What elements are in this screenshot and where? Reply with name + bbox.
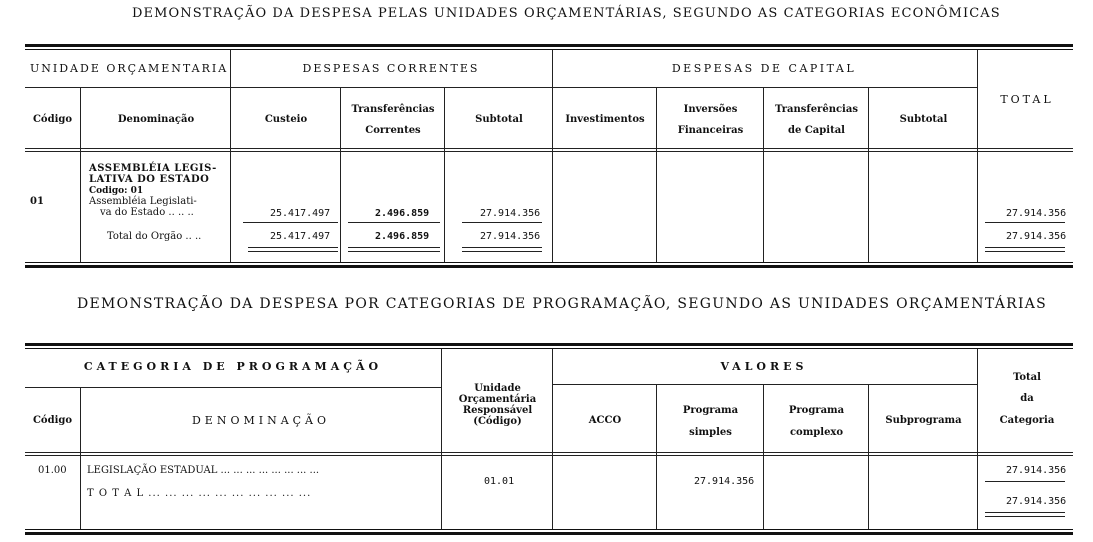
t1-total-custeio: 25.417.497 bbox=[270, 231, 331, 242]
t1-col-transf-capital-2: de Capital bbox=[788, 125, 845, 136]
t2-vline bbox=[441, 349, 442, 529]
t2-col-total-3: Categoria bbox=[999, 415, 1055, 426]
t1-vline bbox=[977, 50, 978, 262]
t2-row-total: 27.914.356 bbox=[1006, 465, 1067, 476]
table2-bottom-rule bbox=[25, 532, 1073, 535]
t1-header-unidade: UNIDADE ORÇAMENTARIA bbox=[30, 62, 229, 75]
t1-row-subtotal: 27.914.356 bbox=[480, 208, 541, 219]
t1-double-underline bbox=[348, 251, 440, 252]
t1-underline bbox=[462, 222, 542, 223]
t2-col-unidade-4: (Código) bbox=[473, 416, 522, 427]
t1-col-denominacao: Denominação bbox=[117, 114, 195, 125]
t1-double-underline bbox=[248, 251, 338, 252]
table1-top-rule-thin bbox=[25, 49, 1073, 50]
t2-vline bbox=[656, 384, 657, 529]
t1-row-total: 27.914.356 bbox=[1006, 208, 1067, 219]
t1-double-underline bbox=[985, 247, 1065, 248]
t1-col-subtotal-capital: Subtotal bbox=[899, 114, 948, 125]
t2-total-label: T O T A L ... ... ... ... ... ... ... ... ... ... bbox=[87, 488, 312, 499]
t2-col-unidade-3: Responsável bbox=[462, 405, 533, 416]
t2-row-unidade: 01.01 bbox=[484, 476, 515, 487]
t2-vline bbox=[763, 384, 764, 529]
t2-row-codigo: 01.00 bbox=[38, 465, 67, 476]
t1-row-unidade-line2: va do Estado .. .. .. bbox=[100, 207, 194, 218]
table2-top-rule bbox=[25, 343, 1073, 346]
t2-row-programa-simples: 27.914.356 bbox=[694, 476, 755, 487]
t2-vline bbox=[552, 349, 553, 529]
table2-top-rule-thin bbox=[25, 348, 1073, 349]
t1-total-total: 27.914.356 bbox=[1006, 231, 1067, 242]
t1-col-custeio: Custeio bbox=[264, 114, 308, 125]
t1-total-label: Total do Orgão .. .. bbox=[107, 231, 202, 242]
t1-row-unidade-line1: Assembléia Legislati- bbox=[89, 196, 197, 207]
t1-vline bbox=[230, 50, 231, 262]
t2-col-total-1: Total bbox=[1013, 372, 1041, 383]
table1-bottom-rule bbox=[25, 265, 1073, 268]
t1-double-underline bbox=[248, 247, 338, 248]
t2-col-programa-complexo-1: Programa bbox=[788, 405, 845, 416]
t1-header-correntes: DESPESAS CORRENTES bbox=[302, 62, 480, 75]
t1-col-subtotal-correntes: Subtotal bbox=[475, 114, 523, 125]
table1-top-rule bbox=[25, 44, 1073, 47]
t1-header-hline bbox=[25, 148, 1073, 149]
t1-vline bbox=[868, 88, 869, 262]
t1-col-transf-correntes-2: Correntes bbox=[365, 125, 421, 136]
t2-vline bbox=[80, 388, 81, 529]
t1-row-transf-correntes: 2.496.859 bbox=[375, 208, 430, 219]
t1-underline bbox=[985, 222, 1065, 223]
t2-header-categoria: CATEGORIA DE PROGRAMAÇÃO bbox=[83, 360, 383, 373]
t1-underline bbox=[243, 222, 338, 223]
t2-col-unidade-2: Orçamentária bbox=[458, 394, 537, 405]
t2-col-programa-simples-1: Programa bbox=[682, 405, 739, 416]
t1-vline bbox=[763, 88, 764, 262]
t2-col-unidade-1: Unidade bbox=[474, 383, 521, 394]
table1-bottom-rule-thin bbox=[25, 262, 1073, 263]
t1-vline bbox=[444, 88, 445, 262]
t1-header-capital: DESPESAS DE CAPITAL bbox=[671, 62, 857, 75]
t2-header-hline bbox=[25, 455, 1073, 456]
t1-col-transf-correntes-1: Transferências bbox=[351, 104, 435, 115]
t2-col-programa-complexo-2: complexo bbox=[789, 427, 844, 438]
t2-col-programa-simples-2: simples bbox=[689, 427, 732, 438]
t1-col-transf-capital-1: Transferências bbox=[775, 104, 858, 115]
t1-underline bbox=[348, 222, 440, 223]
t1-col-inversoes-1: Inversões bbox=[683, 104, 738, 115]
t1-header-total: TOTAL bbox=[1000, 93, 1054, 106]
t2-row-denominacao: LEGISLAÇÃO ESTADUAL ... ... ... ... ... ... ... ... bbox=[87, 465, 320, 476]
table2-bottom-rule-thin bbox=[25, 529, 1073, 530]
t1-row-orgao-line2: LATIVA DO ESTADO bbox=[89, 174, 210, 185]
t2-header-hline bbox=[25, 452, 1073, 453]
t1-group-hline bbox=[25, 87, 977, 88]
t2-col-denominacao: DENOMINAÇÃO bbox=[191, 414, 331, 427]
t1-vline bbox=[552, 50, 553, 262]
t2-col-acco: ACCO bbox=[588, 415, 622, 426]
t1-vline bbox=[340, 88, 341, 262]
table1-title: DEMONSTRAÇÃO DA DESPESA PELAS UNIDADES ORÇAMENTÁRIAS, SEGUNDO AS CATEGORIAS ECONÔMICAS bbox=[132, 6, 1001, 21]
t2-vline bbox=[977, 349, 978, 529]
t2-double-underline bbox=[985, 516, 1065, 517]
t1-row-orgao-line1: ASSEMBLÉIA LEGIS- bbox=[89, 163, 217, 174]
t1-total-subtotal: 27.914.356 bbox=[480, 231, 541, 242]
t1-double-underline bbox=[985, 251, 1065, 252]
t1-vline bbox=[656, 88, 657, 262]
t1-col-investimentos: Investimentos bbox=[565, 114, 645, 125]
t1-header-hline bbox=[25, 151, 1073, 152]
t1-total-transf-correntes: 2.496.859 bbox=[375, 231, 430, 242]
t2-group-hline bbox=[552, 384, 977, 385]
t2-header-valores: VALORES bbox=[720, 360, 808, 373]
t2-col-total-2: da bbox=[1020, 393, 1034, 404]
t1-col-inversoes-2: Financeiras bbox=[677, 125, 744, 136]
t2-col-subprograma: Subprograma bbox=[885, 415, 962, 426]
table2-title: DEMONSTRAÇÃO DA DESPESA POR CATEGORIAS DE PROGRAMAÇÃO, SEGUNDO AS UNIDADES ORÇAMENTÁRIAS bbox=[77, 296, 1048, 312]
t1-vline bbox=[80, 88, 81, 262]
t1-double-underline bbox=[348, 247, 440, 248]
t2-double-underline bbox=[985, 512, 1065, 513]
t2-underline bbox=[985, 481, 1065, 482]
t1-row-orgao-codigo: Codigo: 01 bbox=[89, 186, 144, 196]
t1-row-codigo: 01 bbox=[30, 196, 44, 207]
t1-row-custeio: 25.417.497 bbox=[270, 208, 331, 219]
t2-vline bbox=[868, 384, 869, 529]
t2-group-hline bbox=[25, 387, 441, 388]
t1-col-codigo: Código bbox=[32, 114, 73, 125]
t2-total-total: 27.914.356 bbox=[1006, 496, 1067, 507]
t1-double-underline bbox=[462, 251, 542, 252]
t1-double-underline bbox=[462, 247, 542, 248]
t2-col-codigo: Código bbox=[32, 415, 73, 426]
